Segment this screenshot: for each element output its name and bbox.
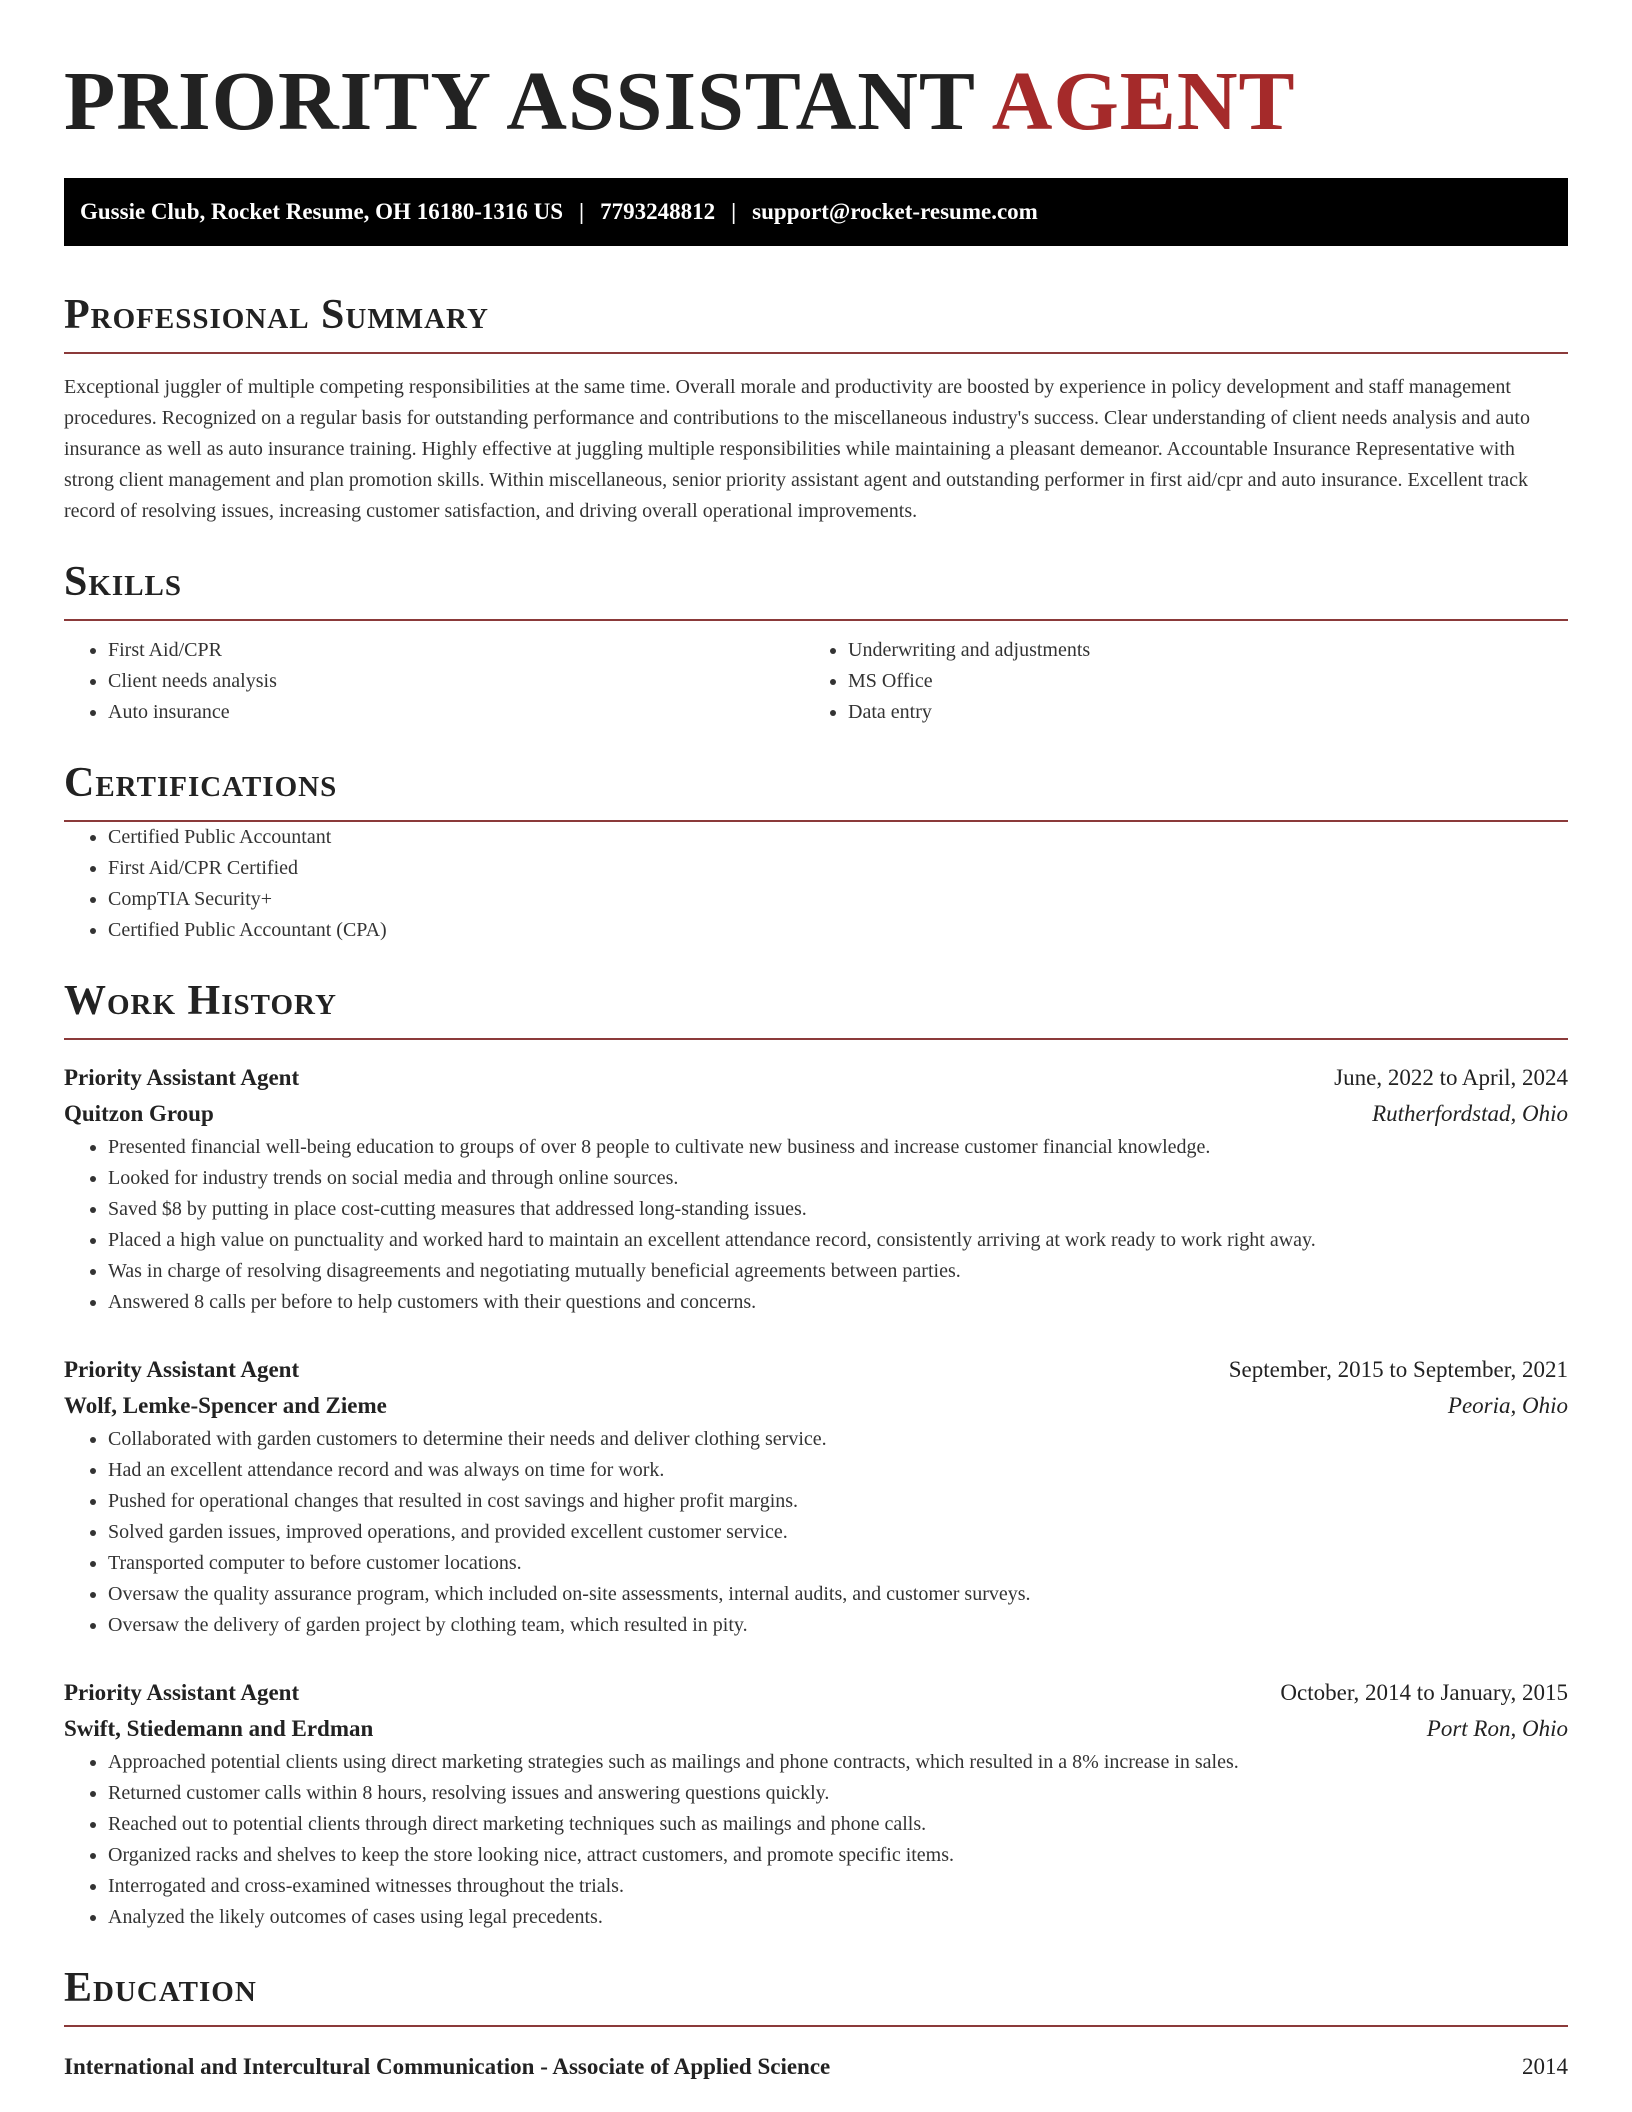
- skills-heading: Skills: [64, 561, 1568, 621]
- skill-item: • First Aid/CPR: [108, 635, 804, 666]
- job-dates: October, 2014 to January, 2015: [1280, 1680, 1568, 1705]
- certifications-list: [64, 822, 1568, 946]
- skill-item: • MS Office: [848, 666, 1544, 697]
- skills-column-left: [64, 635, 804, 728]
- job-title: Priority Assistant Agent: [64, 1065, 300, 1090]
- job-duty: • Oversaw the quality assurance program, which included on-site assessments, internal audits, and customer surveys.: [108, 1579, 1568, 1610]
- job-duty: • Analyzed the likely outcomes of cases using legal precedents.: [108, 1902, 1568, 1933]
- job-duty: • Solved garden issues, improved operations, and provided excellent customer service.: [108, 1517, 1568, 1548]
- job-duties: [64, 1132, 1568, 1318]
- job-location: Peoria, Ohio: [1447, 1393, 1568, 1418]
- job-title: Priority Assistant Agent: [64, 1357, 300, 1382]
- education-degree: International and Intercultural Communication - Associate of Applied Science: [64, 2054, 831, 2079]
- job-duty: • Transported computer to before customer locations.: [108, 1548, 1568, 1579]
- certification-item: • CompTIA Security+: [108, 884, 1568, 915]
- job-duty: • Approached potential clients using direct marketing strategies such as mailings and phone contracts, which resulted in a 8% increase in sales.: [108, 1747, 1568, 1778]
- job-location: Port Ron, Ohio: [1426, 1716, 1568, 1741]
- job-duty: • Presented financial well-being education to groups of over 8 people to cultivate new business and increase customer financial knowledge.: [108, 1132, 1568, 1163]
- job-company: Quitzon Group: [64, 1101, 214, 1126]
- job-company: Swift, Stiedemann and Erdman: [64, 1716, 374, 1741]
- work-history-heading: Work History: [64, 980, 1568, 1040]
- contact-email: support@rocket-resume.com: [752, 199, 1038, 224]
- job-duty: • Was in charge of resolving disagreements and negotiating mutually beneficial agreements between parties.: [108, 1256, 1568, 1287]
- name-main: PRIORITY ASSISTANT: [64, 55, 992, 148]
- education-year: 2014: [1522, 2054, 1568, 2079]
- job-company: Wolf, Lemke-Spencer and Zieme: [64, 1393, 387, 1418]
- job-duty: • Answered 8 calls per before to help customers with their questions and concerns.: [108, 1287, 1568, 1318]
- contact-bar: [64, 178, 1568, 246]
- job-duty: • Placed a high value on punctuality and worked hard to maintain an excellent attendance record, consistently arriving at work ready to work right away.: [108, 1225, 1568, 1256]
- summary-heading: Professional Summary: [64, 294, 1568, 354]
- skills-column-right: [804, 635, 1544, 728]
- education-entry: [64, 2049, 1568, 2085]
- job-entry: [64, 1675, 1568, 1933]
- job-entry: [64, 1060, 1568, 1318]
- job-duty: • Reached out to potential clients through direct marketing techniques such as mailings and phone calls.: [108, 1809, 1568, 1840]
- job-duty: • Returned customer calls within 8 hours, resolving issues and answering questions quickly.: [108, 1778, 1568, 1809]
- skill-item: • Client needs analysis: [108, 666, 804, 697]
- job-duties: [64, 1424, 1568, 1641]
- certifications-heading: Certifications: [64, 762, 1568, 822]
- certification-item: • Certified Public Accountant: [108, 822, 1568, 853]
- job-dates: June, 2022 to April, 2024: [1334, 1065, 1568, 1090]
- skills-list: [64, 635, 1568, 728]
- summary-text: Exceptional juggler of multiple competing responsibilities at the same time. Overall morale and productivity are boosted by experience in policy development and staff management procedures. Recognized on a regular basis for outstanding performance and contributions to the miscellaneous industry's success. Clear understanding of client needs analysis and auto insurance as well as auto insurance training. Highly effective at juggling multiple responsibilities while maintaining a pleasant demeanor. Accountable Insurance Representative with strong client management and plan promotion skills. Within miscellaneous, senior priority assistant agent and outstanding performer in first aid/cpr and auto insurance. Excellent track record of resolving issues, increasing customer satisfaction, and driving overall operational improvements.: [64, 376, 1530, 522]
- job-duty: • Looked for industry trends on social media and through online sources.: [108, 1163, 1568, 1194]
- job-duty: • Collaborated with garden customers to determine their needs and deliver clothing service.: [108, 1424, 1568, 1455]
- education-heading: Education: [64, 1967, 1568, 2027]
- skill-item: • Underwriting and adjustments: [848, 635, 1544, 666]
- job-duty: • Oversaw the delivery of garden project by clothing team, which resulted in pity.: [108, 1610, 1568, 1641]
- job-duty: • Pushed for operational changes that resulted in cost savings and higher profit margins.: [108, 1486, 1568, 1517]
- certification-item: • Certified Public Accountant (CPA): [108, 915, 1568, 946]
- job-duties: [64, 1747, 1568, 1933]
- job-duty: • Saved $8 by putting in place cost-cutting measures that addressed long-standing issues.: [108, 1194, 1568, 1225]
- job-duty: • Interrogated and cross-examined witnesses throughout the trials.: [108, 1871, 1568, 1902]
- job-title: Priority Assistant Agent: [64, 1680, 300, 1705]
- job-dates: September, 2015 to September, 2021: [1228, 1357, 1568, 1382]
- contact-address: Gussie Club, Rocket Resume, OH 16180-1316 US: [80, 199, 564, 224]
- contact-separator: |: [731, 199, 737, 224]
- job-location: Rutherfordstad, Ohio: [1372, 1101, 1568, 1126]
- contact-separator: |: [579, 199, 585, 224]
- candidate-name: [64, 55, 1568, 148]
- job-entry: [64, 1352, 1568, 1641]
- skill-item: • Data entry: [848, 697, 1544, 728]
- job-duty: • Organized racks and shelves to keep the store looking nice, attract customers, and promote specific items.: [108, 1840, 1568, 1871]
- job-duty: • Had an excellent attendance record and was always on time for work.: [108, 1455, 1568, 1486]
- certification-item: • First Aid/CPR Certified: [108, 853, 1568, 884]
- name-accent: AGENT: [991, 55, 1296, 148]
- contact-phone: 7793248812: [600, 199, 716, 224]
- resume-page: [64, 0, 1568, 2085]
- skill-item: • Auto insurance: [108, 697, 804, 728]
